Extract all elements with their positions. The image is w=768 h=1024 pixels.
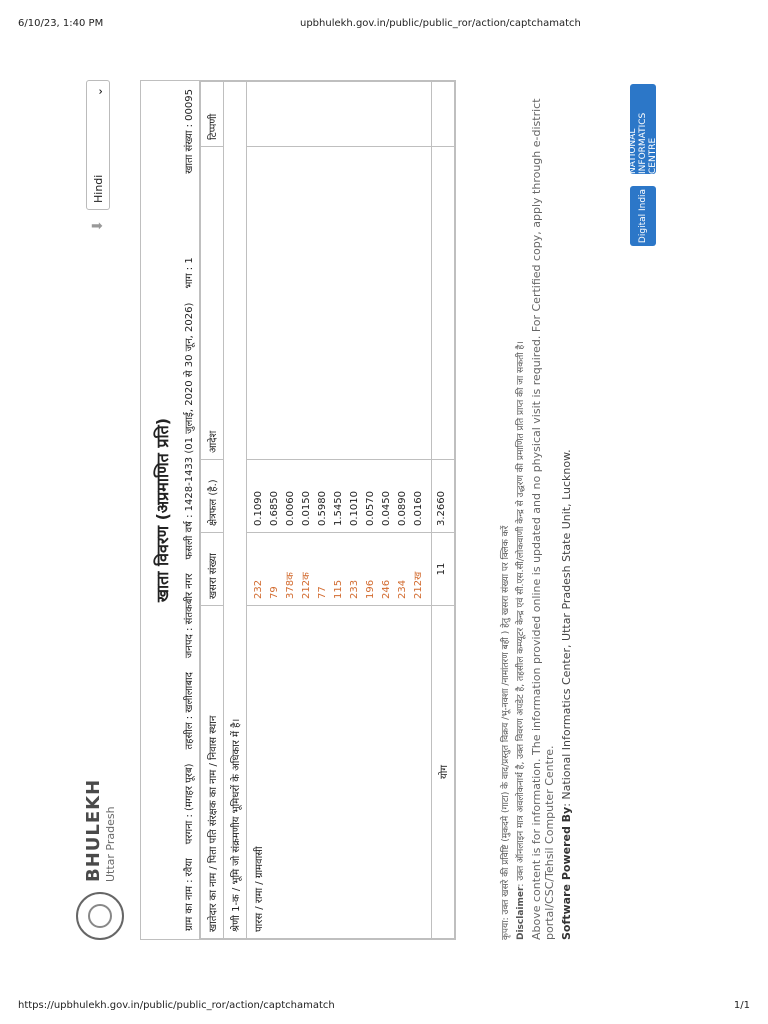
area-value: 0.0060 [285,491,296,526]
area-value: 0.5980 [317,491,328,526]
header-remarks: टिप्पणी [201,82,224,147]
khasra-link[interactable]: 115 [333,579,344,599]
nic-logo: NATIONAL INFORMATICS CENTRE [630,84,656,174]
meta-row [177,81,200,939]
khata-number: खाता संख्या : 00095 [184,89,195,174]
digital-india-logo: Digital India [630,186,656,246]
footer-logos [630,84,656,246]
area-value: 0.0570 [365,491,376,526]
category-row: श्रेणी 1-क / भूमि जो संक्रमणीय भूमिधरों के अधिकार में है। [224,82,247,939]
powered-label: Software Powered By [560,806,573,940]
disclaimer-hindi: : उक्त ऑनलाइन मात्र अवलोकनार्थ है, उक्त विवरण अपडेट है, तहसील कम्प्यूटर केन्द्र एवं सी.एस.सी/लोकवाणी केन्द्र से उद्धरण की प्रमाणित प्रति प्राप्त की जा सकती है। [516,341,526,887]
page-number: 1/1 [733,1000,750,1011]
disclaimer-label: Disclaimer [516,886,526,940]
brand-state: Uttar Pradesh [104,806,117,882]
area-value: 0.6850 [269,491,280,526]
print-footer [0,996,768,1016]
powered-text: : National Informatics Center, Uttar Pradesh State Unit, Lucknow. [560,449,573,807]
area-value: 0.1010 [349,491,360,526]
header-owner: खातेदार का नाम / पिता पति संरक्षक का नाम / निवास स्थान [201,606,224,939]
fasli-year: फसली वर्ष : 1428-1433 (01 जुलाई, 2020 से 30 जून, 2026) [184,302,195,560]
owner-value: पारस / रामा / ग्रामवासी [247,606,432,939]
khasra-link[interactable]: 378क [285,572,296,599]
khasra-link[interactable]: 212ख [413,571,424,599]
area-value: 0.0160 [413,491,424,526]
print-timestamp: 6/10/23, 1:40 PM [18,18,104,29]
header-area: क्षेत्रफल (है.) [201,460,224,533]
part: भाग : 1 [184,257,195,289]
page-content [60,60,720,960]
language-select[interactable] [86,80,110,210]
disclaimer-hindi-line [513,80,526,940]
khasra-link[interactable]: 246 [381,579,392,599]
footer-url: https://upbhulekh.gov.in/public/public_ror/action/captchamatch [18,1000,335,1011]
brand-row [80,779,120,940]
language-value: Hindi [91,174,105,203]
print-header [0,12,768,36]
village-name: ग्राम का नाम : रवैया [184,858,195,931]
khasra-link[interactable]: 77 [317,586,328,599]
total-label: योग [432,606,455,939]
area-value: 0.1090 [253,491,264,526]
page-rotated-wrapper [60,60,720,960]
disclaimer-english: Above content is for information. The information provided online is updated and no physical visit is required. For Certified copy, apply through e-district portal/CSC/Tehsil Computer Centre. [530,98,556,940]
total-area: 3.2660 [432,460,455,533]
khasra-link[interactable]: 196 [365,579,376,599]
notes-section [496,80,573,940]
tehsil-name: तहसील : खलीलाबाद [184,672,195,750]
brand [83,779,117,882]
chevron-down-icon: ⌄ [91,87,105,97]
total-order-cell [432,147,455,460]
khata-card [140,80,456,940]
header-khasra: खसरा संख्या [201,533,224,606]
page-title: खाता विवरण (अप्रमाणित प्रति) [153,417,172,603]
total-remarks-cell [432,82,455,147]
khasra-link[interactable]: 212क [301,572,312,599]
powered-by [560,80,573,940]
area-value: 0.0890 [397,491,408,526]
brand-name: BHULEKH [83,778,104,882]
khasra-list [247,533,432,606]
note-line: कृपया: उक्त खसरे की प्रविष्टि (मुकदमे (गाटा) के वाद/प्रस्तुत विक्रय /भू-नक्शा /नामांतरण बही ) हेतु खसरा संख्या पर क्लिक करें [501,525,511,940]
khasra-link[interactable]: 232 [253,579,264,599]
arrow-icon: ⬇ [90,220,106,232]
khasra-link[interactable]: 234 [397,579,408,599]
order-cell [247,147,432,460]
area-value: 0.0450 [381,491,392,526]
khata-table [200,81,455,939]
header-order: आदेश [201,147,224,460]
remarks-cell [247,82,432,147]
khasra-link[interactable]: 233 [349,579,360,599]
khasra-link[interactable]: 79 [269,586,280,599]
area-value: 1.5450 [333,491,344,526]
print-url: upbhulekh.gov.in/public/public_ror/action/captchamatch [300,18,581,29]
emblem-icon [76,892,124,940]
pargana-name: परगना : (मगहर पूरब) [184,763,195,845]
district-name: जनपद : संतकबीर नगर [184,573,195,659]
total-khasra: 11 [432,533,455,606]
area-value: 0.0150 [301,491,312,526]
area-list [247,460,432,533]
language-area [86,80,110,232]
